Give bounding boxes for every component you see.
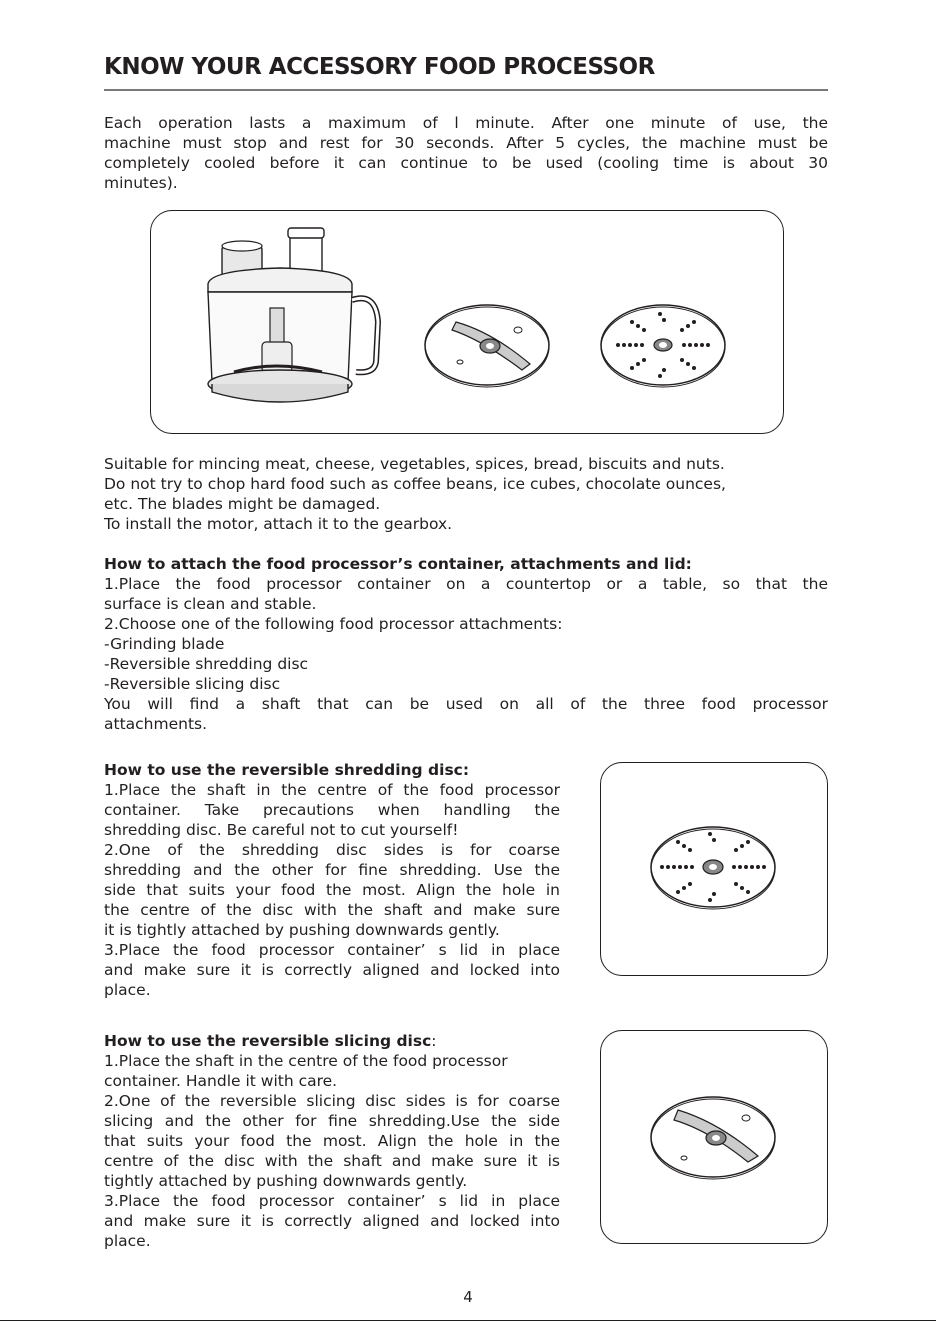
shredding-line: shredding disc. Be careful not to cut yourself! <box>104 821 459 839</box>
slicing-disc-illustration <box>646 1092 780 1182</box>
title-underline <box>104 89 828 91</box>
shredding-line: it is tightly attached by pushing downwards gently. <box>104 921 500 939</box>
slicing-line: and make sure it is correctly aligned and locked into <box>104 1212 560 1230</box>
bottom-rule <box>0 1320 936 1321</box>
intro-line: Each operation lasts a maximum of l minute. After one minute of use, the <box>104 114 828 132</box>
shredding-line: place. <box>104 981 151 999</box>
shredding-line: 3.Place the food processor container’ s lid in place <box>104 941 560 959</box>
intro-line: machine must stop and rest for 30 seconds. After 5 cycles, the machine must be <box>104 134 828 152</box>
slicing-line: 2.One of the reversible slicing disc sides is for coarse <box>104 1092 560 1110</box>
attach-line: -Reversible shredding disc <box>104 655 309 673</box>
slicing-line: slicing and the other for fine shredding.Use the side <box>104 1112 560 1130</box>
attach-line: 2.Choose one of the following food processor attachments: <box>104 615 563 633</box>
slicing-heading-colon: : <box>431 1032 437 1050</box>
shredding-line: container. Take precautions when handling the <box>104 801 560 819</box>
attach-line: attachments. <box>104 715 208 733</box>
food-processor-container-illustration <box>190 222 390 422</box>
slicing-line: 3.Place the food processor container’ s lid in place <box>104 1192 560 1210</box>
suitable-line: etc. The blades might be damaged. <box>104 495 381 513</box>
attach-line: surface is clean and stable. <box>104 595 317 613</box>
slicing-section <box>104 1031 560 1251</box>
shredding-line: and make sure it is correctly aligned and locked into <box>104 961 560 979</box>
attach-line: -Grinding blade <box>104 635 225 653</box>
shredding-heading: How to use the reversible shredding disc: <box>104 761 470 779</box>
slicing-line: centre of the disc with the shaft and make sure it is <box>104 1152 560 1170</box>
suitable-line: Do not try to chop hard food such as coffee beans, ice cubes, chocolate ounces, <box>104 475 726 493</box>
shredding-line: side that suits your food the most. Align the hole in <box>104 881 560 899</box>
attach-heading: How to attach the food processor’s container, attachments and lid: <box>104 555 692 573</box>
intro-line: completely cooled before it can continue to be used (cooling time is about 30 <box>104 154 828 172</box>
intro-paragraph <box>104 113 828 193</box>
slicing-disc-illustration <box>422 300 552 390</box>
shredding-line: 2.One of the shredding disc sides is for coarse <box>104 841 560 859</box>
suitable-paragraph <box>104 454 828 534</box>
slicing-heading-row <box>104 1031 560 1051</box>
attach-line: 1.Place the food processor container on a countertop or a table, so that the <box>104 575 828 593</box>
slicing-line: container. Handle it with care. <box>104 1072 338 1090</box>
slicing-line: place. <box>104 1232 151 1250</box>
slicing-heading: How to use the reversible slicing disc <box>104 1032 432 1050</box>
page-title: KNOW YOUR ACCESSORY FOOD PROCESSOR <box>104 54 655 80</box>
shredding-line: shredding and the other for fine shredding. Use the <box>104 861 560 879</box>
shredding-line: 1.Place the shaft in the centre of the food processor <box>104 781 560 799</box>
attach-line: -Reversible slicing disc <box>104 675 281 693</box>
slicing-line: tightly attached by pushing downwards gently. <box>104 1172 468 1190</box>
page-number: 4 <box>463 1288 473 1306</box>
suitable-line: Suitable for mincing meat, cheese, vegetables, spices, bread, biscuits and nuts. <box>104 455 725 473</box>
shredding-disc-illustration <box>646 822 780 912</box>
slicing-line: 1.Place the shaft in the centre of the food processor <box>104 1052 508 1070</box>
shredding-line: the centre of the disc with the shaft and make sure <box>104 901 560 919</box>
shredding-section <box>104 760 560 1000</box>
attach-line: You will find a shaft that can be used on all of the three food processor <box>104 695 828 713</box>
attach-section <box>104 554 828 734</box>
suitable-line: To install the motor, attach it to the gearbox. <box>104 515 453 533</box>
intro-line: minutes). <box>104 174 178 192</box>
shredding-disc-illustration <box>598 300 728 390</box>
slicing-line: that suits your food the most. Align the hole in the <box>104 1132 560 1150</box>
